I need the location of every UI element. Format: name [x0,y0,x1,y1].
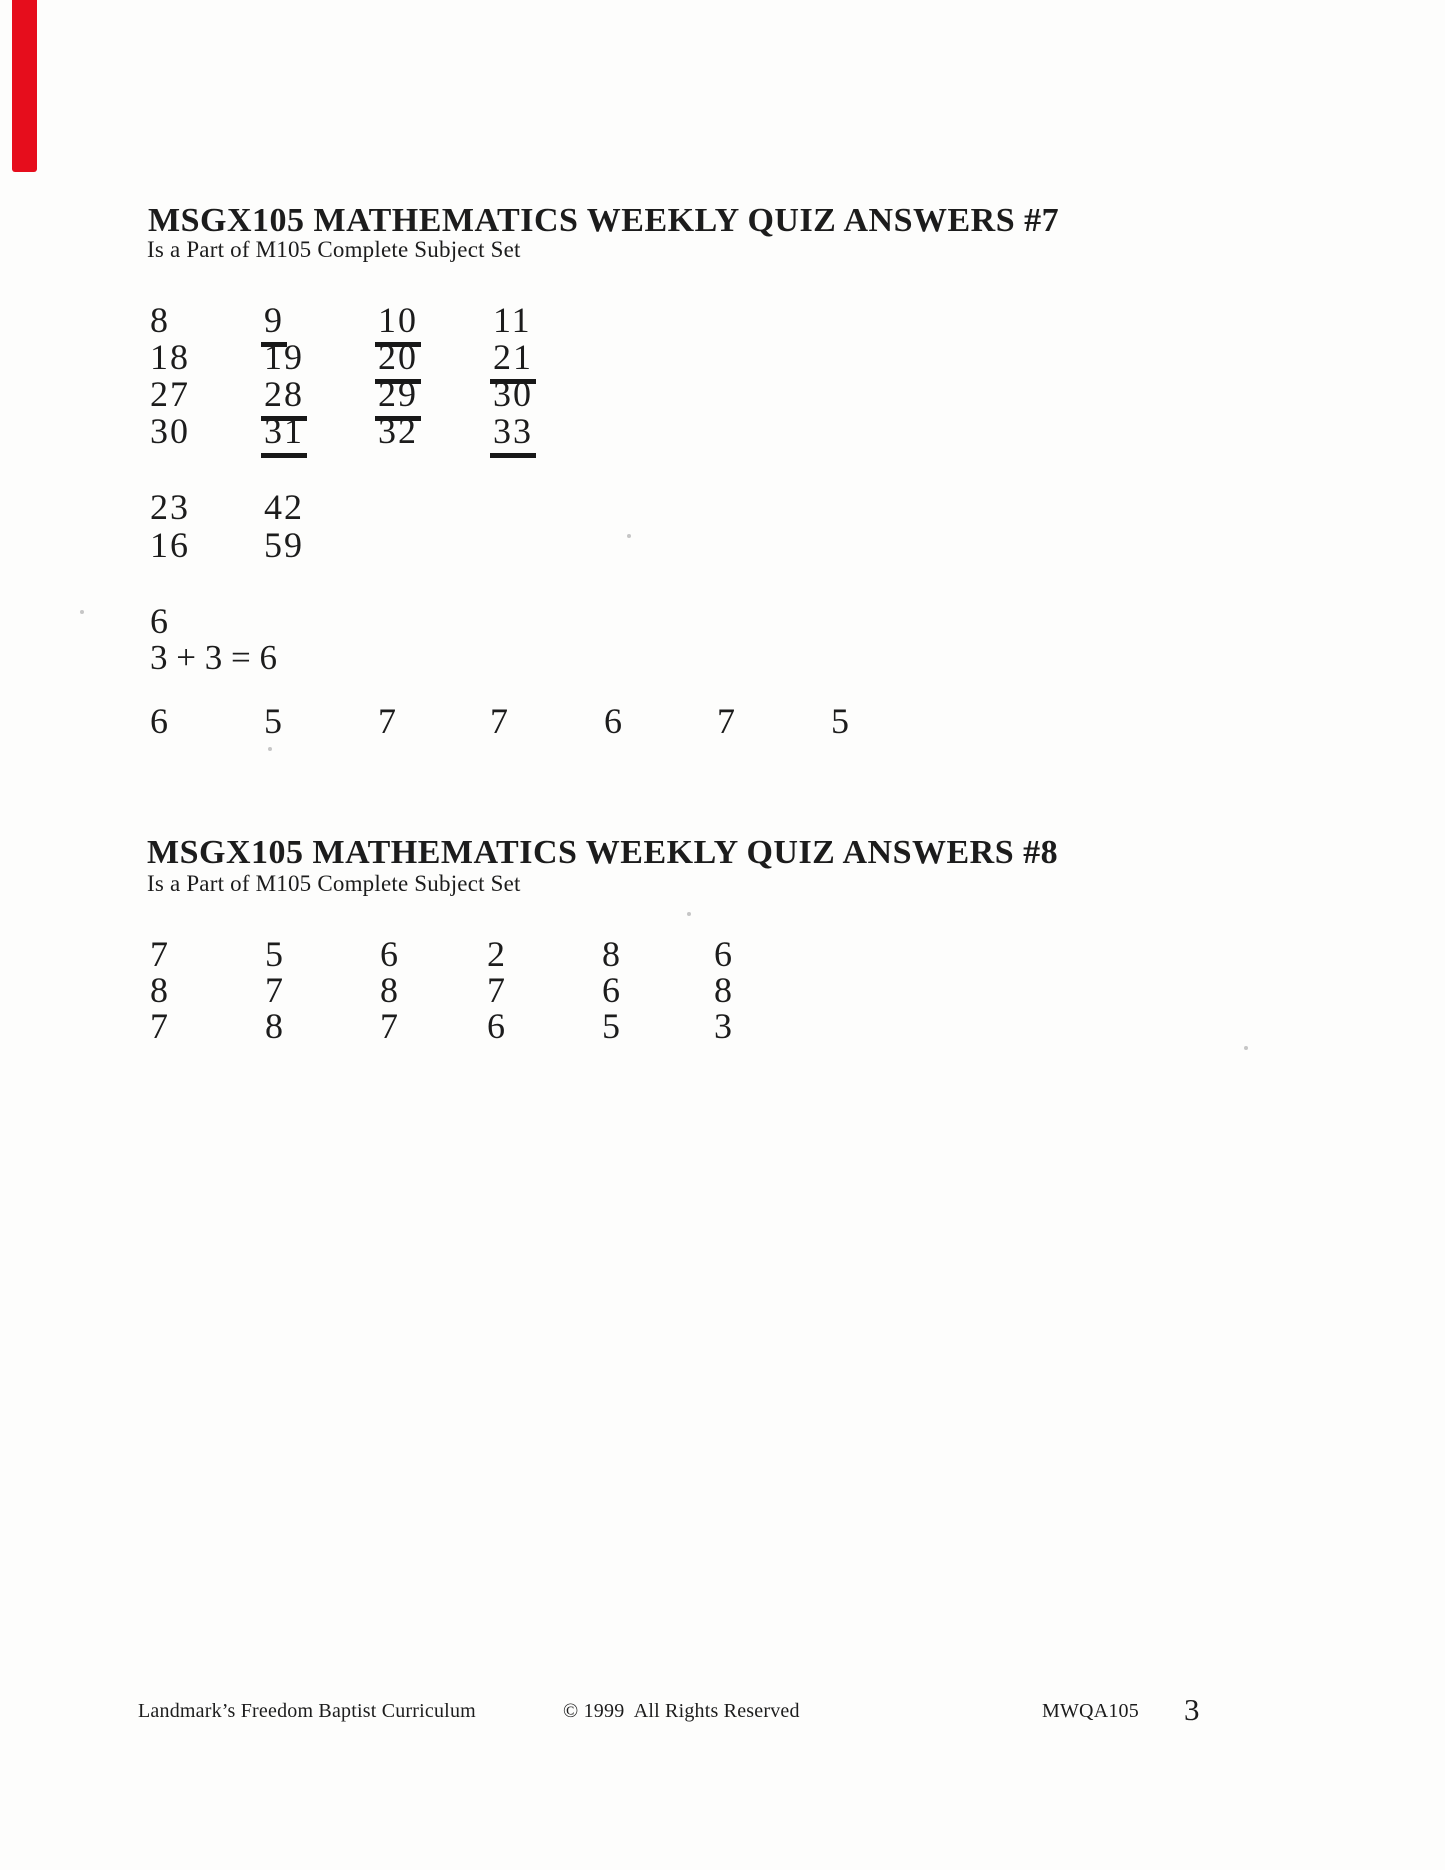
answer-value: 31 [261,413,307,458]
answer-value: 18 [150,337,190,377]
answer-value: 7 [150,934,170,974]
answer-value: 7 [490,701,510,741]
answer-value: 5 [265,934,285,974]
answer-value: 5 [264,701,284,741]
scan-speck [627,534,631,538]
scan-speck [687,912,691,916]
answer-value: 30 [493,374,533,414]
answer-value: 7 [380,1006,400,1046]
answer-value: 5 [602,1006,622,1046]
quiz8-subtitle: Is a Part of M105 Complete Subject Set [147,871,521,896]
answer-value: 2 [487,934,507,974]
answer-value: 6 [150,701,170,741]
answer-value: 10 [375,302,421,347]
answer-value: 6 [380,934,400,974]
scan-speck [1244,1046,1248,1050]
answer-value: 16 [150,525,190,565]
answer-value: 9 [261,302,287,347]
answer-value: 11 [493,300,532,340]
answer-value: 6 [487,1006,507,1046]
answer-value: 8 [150,970,170,1010]
answer-value: 6 [714,934,734,974]
quiz7-subtitle: Is a Part of M105 Complete Subject Set [147,237,521,262]
answer-value: 6 [150,601,170,641]
answer-value: 42 [264,487,304,527]
answer-value: 5 [831,701,851,741]
answer-value: 6 [602,970,622,1010]
answer-value: 20 [375,339,421,384]
answer-value: 8 [602,934,622,974]
footer-document-code: MWQA105 [1042,1700,1139,1722]
answer-value: 8 [150,300,170,340]
answer-value: 23 [150,487,190,527]
answer-value: 7 [378,701,398,741]
answer-value: 33 [490,413,536,458]
answer-value: 29 [375,376,421,421]
answer-value: 19 [264,337,304,377]
answer-value: 8 [265,1006,285,1046]
footer-copyright: © 1999 All Rights Reserved [563,1700,800,1722]
page-number: 3 [1184,1692,1200,1727]
scan-speck [80,610,84,614]
answer-value: 28 [261,376,307,421]
quiz7-title: MSGX105 MATHEMATICS WEEKLY QUIZ ANSWERS #7 [148,202,1060,239]
answer-value: 7 [150,1006,170,1046]
scan-speck [268,747,272,751]
answer-value: 32 [378,411,418,451]
answer-value: 8 [380,970,400,1010]
answer-value: 30 [150,411,190,451]
scan-artifact-red-stripe [12,0,37,172]
answer-value: 8 [714,970,734,1010]
answer-value: 27 [150,374,190,414]
footer-publisher: Landmark’s Freedom Baptist Curriculum [138,1700,476,1722]
equation-answer: 3 + 3 = 6 [150,638,277,677]
answer-value: 7 [717,701,737,741]
answer-value: 21 [490,339,536,384]
answer-value: 6 [604,701,624,741]
answer-value: 3 [714,1006,734,1046]
answer-value: 7 [487,970,507,1010]
answer-value: 7 [265,970,285,1010]
answer-value: 59 [264,525,304,565]
quiz8-title: MSGX105 MATHEMATICS WEEKLY QUIZ ANSWERS #8 [147,834,1059,871]
